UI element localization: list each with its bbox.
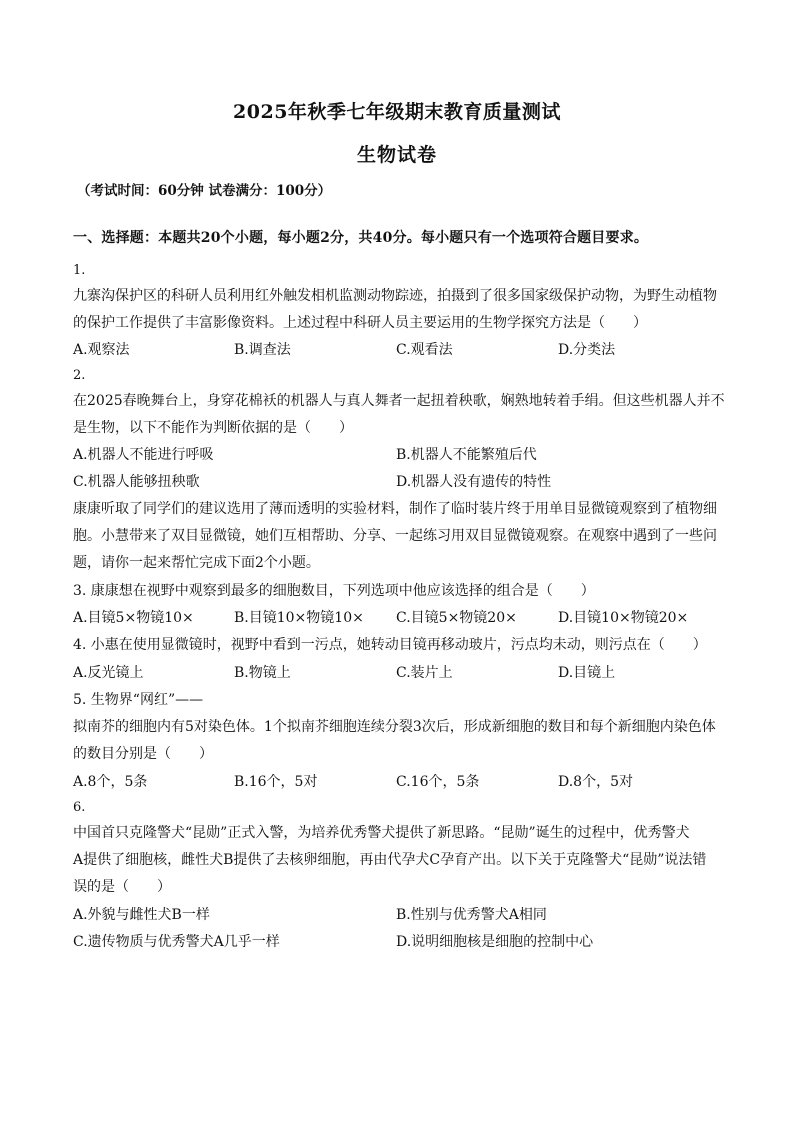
question-3-option-b: B.目镜10×物镜10× xyxy=(234,610,364,626)
question-2-option-a: A.机器人不能进行呼吸 xyxy=(73,447,214,463)
question-2-option-b: B.机器人不能繁殖后代 xyxy=(396,447,537,463)
question-4-option-c: C.装片上 xyxy=(396,665,453,681)
question-5-option-a: A.8个，5条 xyxy=(73,774,148,790)
question-3-option-d: D.目镜10×物镜20× xyxy=(558,610,689,626)
question-4-text: 4. 小惠在使用显微镜时，视野中看到一污点，她转动目镜再移动玻片，污点均未动，则污点在（ ） xyxy=(73,637,707,653)
question-2-text-line: 在2025春晚舞台上，身穿花棉袄的机器人与真人舞者一起扭着秧歌，娴熟地转着手绢。但这些机器人并不 xyxy=(73,393,725,409)
question-2-text-line: 是生物，以下不能作为判断依据的是（ ） xyxy=(73,420,353,436)
question-6-option-c: C.遗传物质与优秀警犬A几乎一样 xyxy=(73,934,280,950)
question-1-text-line: 的保护工作提供了丰富影像资料。上述过程中科研人员主要运用的生物学探究方法是（ ） xyxy=(73,315,647,331)
question-1-option-b: B.调查法 xyxy=(234,342,291,358)
question-6-number: 6. xyxy=(73,800,86,815)
question-6-text-line: 误的是（ ） xyxy=(73,879,171,895)
question-3-option-a: A.目镜5×物镜10× xyxy=(73,610,194,626)
question-4-option-d: D.目镜上 xyxy=(558,665,616,681)
question-5-text-line: 拟南芥的细胞内有5对染色体。1个拟南芥细胞连续分裂3次后，形成新细胞的数目和每个新细胞内染色体 xyxy=(73,719,716,735)
question-5-option-b: B.16个，5对 xyxy=(234,774,318,790)
question-1-option-d: D.分类法 xyxy=(558,342,616,358)
question-5-option-c: C.16个，5条 xyxy=(396,774,480,790)
question-4-option-a: A.反光镜上 xyxy=(73,665,144,681)
question-6-option-a: A.外貌与雌性犬B一样 xyxy=(73,907,210,923)
exam-info: （考试时间：60分钟 试卷满分：100分） xyxy=(77,183,332,199)
question-2-number: 2. xyxy=(73,368,86,383)
question-2-option-c: C.机器人能够扭秧歌 xyxy=(73,474,200,490)
question-1-option-a: A.观察法 xyxy=(73,342,130,358)
question-4-option-b: B.物镜上 xyxy=(234,665,291,681)
question-5-text: 5. 生物界“网红”—— xyxy=(73,692,204,708)
question-1-option-c: C.观看法 xyxy=(396,342,453,358)
question-6-text-line: 中国首只克隆警犬“昆勋”正式入警，为培养优秀警犬提供了新思路。“昆勋”诞生的过程中，优秀警犬 xyxy=(73,825,690,841)
question-3-text: 3. 康康想在视野中观察到最多的细胞数目，下列选项中他应该选择的组合是（ ） xyxy=(73,583,595,599)
question-2-option-d: D.机器人没有遗传的特性 xyxy=(396,474,552,490)
question-3-option-c: C.目镜5×物镜20× xyxy=(396,610,517,626)
question-6-text-line: A提供了细胞核，雌性犬B提供了去核卵细胞，再由代孕犬C孕育产出。以下关于克隆警犬“昆勋”说法错 xyxy=(73,852,707,868)
question-6-option-d: D.说明细胞核是细胞的控制中心 xyxy=(396,934,594,950)
exam-subtitle: 生物试卷 xyxy=(356,144,437,166)
question-1-number: 1. xyxy=(73,263,86,278)
question-5-text-line: 的数目分别是（ ） xyxy=(73,746,213,762)
question-6-option-b: B.性别与优秀警犬A相同 xyxy=(396,907,547,923)
exam-title: 2025年秋季七年级期末教育质量测试 xyxy=(233,101,561,123)
passage-line: 胞。小慧带来了双目显微镜，她们互相帮助、分享、一起练习用双目显微镜观察。在观察中遇到了一些问 xyxy=(73,528,717,544)
section-heading: 一、选择题：本题共20个小题，每小题2分，共40分。每小题只有一个选项符合题目要求。 xyxy=(73,230,649,246)
question-1-text-line: 九寨沟保护区的科研人员利用红外触发相机监测动物踪迹，拍摄到了很多国家级保护动物，为野生动植物 xyxy=(73,288,717,304)
question-5-option-d: D.8个，5对 xyxy=(558,774,633,790)
passage-line: 康康听取了同学们的建议选用了薄而透明的实验材料，制作了临时装片终于用单目显微镜观察到了植物细 xyxy=(73,501,717,517)
passage-line: 题，请你一起来帮忙完成下面2个小题。 xyxy=(73,555,320,571)
